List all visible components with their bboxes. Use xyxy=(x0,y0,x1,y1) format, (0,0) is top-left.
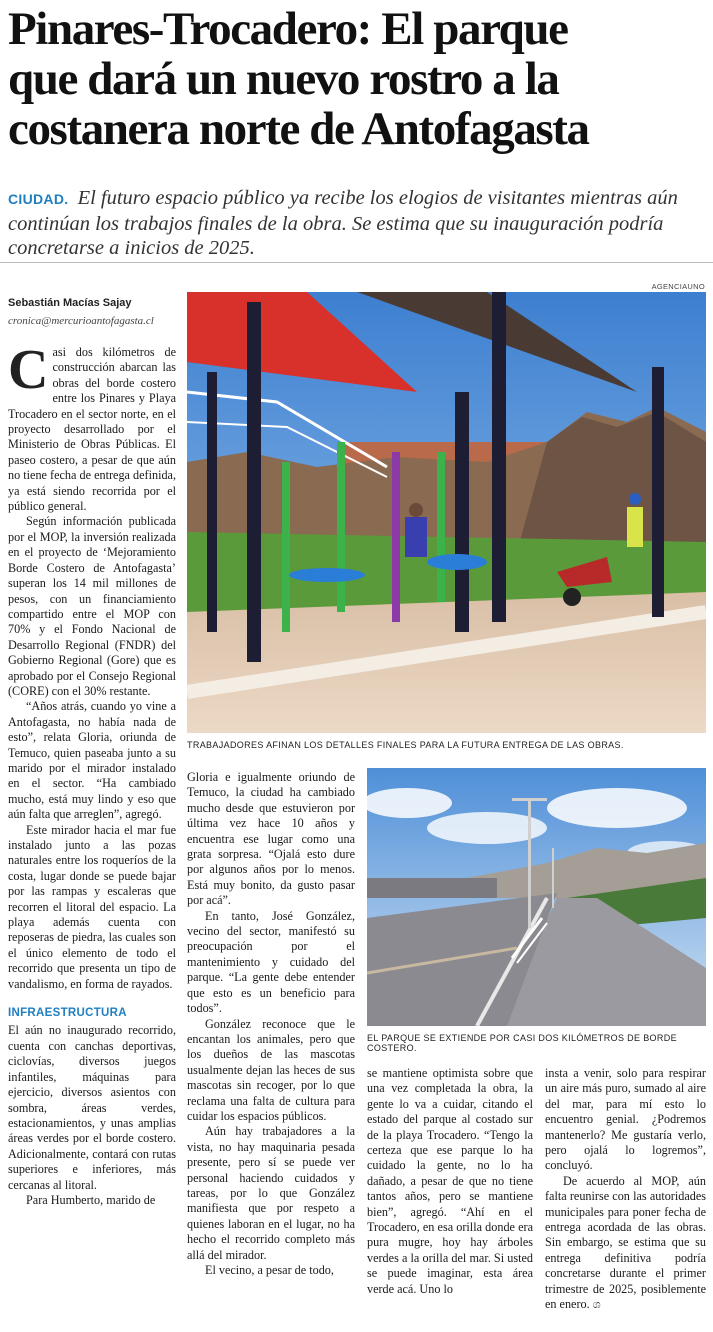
paragraph: De acuerdo al MOP, aún falta reunirse con las autoridades municipales para poner fecha de entrega acordada de las obras. Sin embargo, se estima que su entrega definitiva podría concretarse durante el primer trimestre de 2025, posiblemente en enero. ශ xyxy=(545,1173,706,1312)
paragraph: Casi dos kilómetros de construcción abarcan las obras del borde costero entre los Pinares y Playa Trocadero en el sector norte, en el proyecto desarrollado por el Ministerio de Obras Públicas. El paseo costero, a pesar de que aún no tiene fecha de entrega definida, ya está siendo recorrida por el público general. xyxy=(8,339,176,514)
paragraph: El vecino, a pesar de todo, xyxy=(205,1263,334,1277)
paragraph: Este mirador hacia el mar fue instalado junto a las pozas naturales entre los roqueríos de la costa, lugar donde se puede bajar por las rampas y escaleras que recorren el litoral del espacio. La playa además cuenta con reposeras de piedra, las cuales son el único elemento de todo el recorrido que presenta un tipo de vandalismo, en forma de rayados. xyxy=(8,822,176,991)
headline-line-3: costanera norte de Antofagasta xyxy=(8,103,589,155)
headline-line-1: Pinares-Trocadero: El parque xyxy=(8,3,568,55)
section-kicker: CIUDAD. xyxy=(8,191,69,207)
photo-caption-top: TRABAJADORES AFINAN LOS DETALLES FINALES PARA LA FUTURA ENTREGA DE LAS OBRAS. xyxy=(187,740,624,750)
dek-text: El futuro espacio público ya recibe los elogios de visitantes mientras aún continúan los trabajos finales de la obra. Se estima que su inauguración podría concretarse a inicios de 2025. xyxy=(8,187,678,259)
end-mark-icon: ශ xyxy=(592,1299,601,1312)
paragraph: Gloria e igualmente oriundo de Temuco, la ciudad ha cambiado mucho desde que estuvieron por última vez hace 10 años y encuentra ese lugar como una grata sorpresa. “Ojalá esto dure por algunos años por lo menos. Está muy bonito, da gusto pasar por acá”. xyxy=(187,770,355,908)
paragraph: El aún no inaugurado recorrido, cuenta con canchas deportivas, ciclovías, diversos juegos infantiles, máquinas para ejercicio, diversos asientos con sombra, áreas verdes, estacionamientos, y unas amplias áreas verdes por el borde costero. Adicionalmente, contará con rutas superiores e inferiores, más cercanas al litoral. xyxy=(8,1023,176,1192)
divider xyxy=(0,262,713,263)
paragraph: González reconoce que le encantan los animales, pero que los dueños de las mascotas usualmente dejan las heces de sus mascotas sin recoger, por lo que reclama una falta de cultura para cuidar los espacios públicos. xyxy=(187,1016,355,1123)
body-column-3 xyxy=(367,1066,533,1297)
paragraph: se mantiene optimista sobre que una vez completada la obra, la gente lo va a cuidar, citando el estado del parque al costado sur de la playa Trocadero. “Tengo la certeza que ese parque lo ha cuidado la gente, no lo ha dañado, a pesar de que no tiene tantos años, pero se mantiene bien”, agregó. “Ahí en el Trocadero, en esa orilla donde era pura mugre, hoy hay árboles verdes a la orilla del mar. Si usted se puede imaginar, esta área verde acá. Uno lo xyxy=(367,1066,533,1296)
photo-coastal-promenade xyxy=(367,768,706,1026)
photo-credit: AGENCIAUNO xyxy=(651,282,705,291)
body-column-4 xyxy=(545,1066,706,1314)
body-column-2 xyxy=(187,770,355,1278)
paragraph: insta a venir, solo para respirar un aire más puro, sumado al aire del mar, para mí esto lo encuentro genial. ¿Podremos mantenerlo? Me gustaría verlo, pero ojalá lo logremos”, concluyó. xyxy=(545,1066,706,1173)
paragraph: Para Humberto, marido de xyxy=(26,1192,156,1207)
paragraph: Aún hay trabajadores a la vista, no hay maquinaria pesada presente, pero sí se puede ver personal haciendo cuidados y tareas, por lo que González manifiesta que por respeto a quienes laboran en el lugar, no ha hecho el recorrido completo más allá del mirador. xyxy=(187,1124,355,1262)
headline-line-2: que dará un nuevo rostro a la xyxy=(8,53,559,105)
byline-email[interactable]: cronica@mercurioantofagasta.cl xyxy=(8,315,154,327)
paragraph: “Años atrás, cuando yo vine a Antofagasta, no había nada de esto”, relata Gloria, oriunda de Temuco, quien paseaba junto a su marido por el mirador instalado en el sector. “Ha cambiado mucho, está muy lindo y eso que aún falta que arreglen”, agregó. xyxy=(8,699,176,822)
body-column-1 xyxy=(8,339,176,1208)
drop-cap: C xyxy=(8,339,49,401)
paragraph: En tanto, José González, vecino del sector, manifestó su preocupación por el mantenimiento y cuidado del parque. “La gente debe entender que esto es un beneficio para todos”. xyxy=(187,908,355,1016)
photo-caption-bottom: EL PARQUE SE EXTIENDE POR CASI DOS KILÓMETROS DE BORDE COSTERO. xyxy=(367,1033,677,1053)
byline-author: Sebastián Macías Sajay xyxy=(8,297,132,309)
photo-park-playground xyxy=(187,292,706,733)
dek xyxy=(8,186,708,261)
paragraph: Según información publicada por el MOP, la inversión realizada en el proyecto de ‘Mejoramiento Borde Costero de Antofagasta’ superan los 14 mil millones de pesos, con un financiamiento compartido entre el MOP con 70% y el Fondo Nacional de Desarrollo Regional (FNDR) del Gobierno Regional (Gore) que es aprobado por el Consejo Regional (CORE) con el 30% restante. xyxy=(8,514,176,698)
subhead: INFRAESTRUCTURA xyxy=(8,1007,127,1020)
headline xyxy=(8,4,708,154)
